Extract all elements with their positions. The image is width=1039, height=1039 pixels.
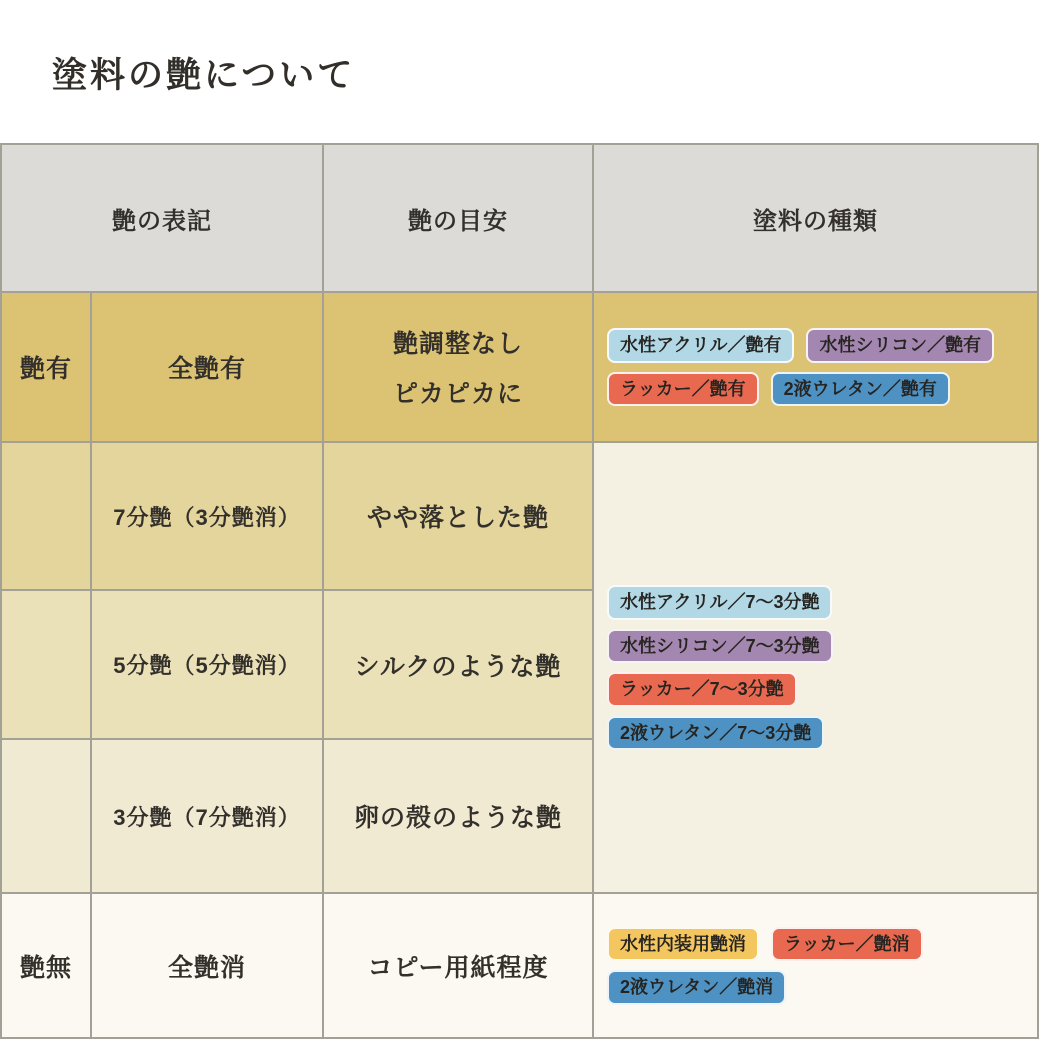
paint-badge: 水性シリコン／艶有 (806, 328, 994, 363)
header-cell-guide: 艶の目安 (324, 145, 592, 291)
matte-notation-cell: 全艶消 (92, 894, 322, 1037)
paint-badge: 2液ウレタン／艶消 (607, 970, 786, 1005)
semi70-mark-cell (2, 443, 90, 589)
semi30-mark-cell (2, 740, 90, 892)
paint-badge: 2液ウレタン／7〜3分艶 (607, 716, 824, 751)
gloss-notation-cell: 全艶有 (92, 293, 322, 441)
semi30-guide-cell: 卵の殻のような艶 (324, 740, 592, 892)
page-title: 塗料の艶について (52, 56, 356, 95)
paint-badge: 水性アクリル／7〜3分艶 (607, 585, 832, 620)
gloss-mark-cell: 艶有 (2, 293, 90, 441)
semi50-mark-cell (2, 591, 90, 738)
semi50-guide-cell: シルクのような艶 (324, 591, 592, 738)
gloss-table (0, 143, 1039, 1039)
gloss-paint-types-cell (594, 293, 1037, 441)
matte-paint-types-cell (594, 894, 1037, 1037)
paint-badge: ラッカー／艶消 (771, 927, 923, 962)
semi30-notation-cell: 3分艶（7分艶消） (92, 740, 322, 892)
paint-badge: ラッカー／7〜3分艶 (607, 672, 797, 707)
header-cell-notation: 艶の表記 (2, 145, 322, 291)
semi-paint-types-cell (594, 443, 1037, 892)
gloss-guide-cell (324, 293, 592, 441)
matte-mark-cell: 艶無 (2, 894, 90, 1037)
semi70-notation-cell: 7分艶（3分艶消） (92, 443, 322, 589)
gloss-guide-line2: ピカピカに (392, 380, 523, 408)
semi70-guide-cell: やや落とした艶 (324, 443, 592, 589)
gloss-guide-line1: 艶調整なし (392, 330, 523, 358)
semi50-notation-cell: 5分艶（5分艶消） (92, 591, 322, 738)
header-cell-paint-types: 塗料の種類 (594, 145, 1037, 291)
paint-badge: 水性アクリル／艶有 (607, 328, 794, 363)
paint-badge: 2液ウレタン／艶有 (771, 372, 950, 407)
matte-guide-cell: コピー用紙程度 (324, 894, 592, 1037)
paint-badge: ラッカー／艶有 (607, 372, 759, 407)
paint-badge: 水性内装用艶消 (607, 927, 759, 962)
paint-badge: 水性シリコン／7〜3分艶 (607, 629, 833, 664)
